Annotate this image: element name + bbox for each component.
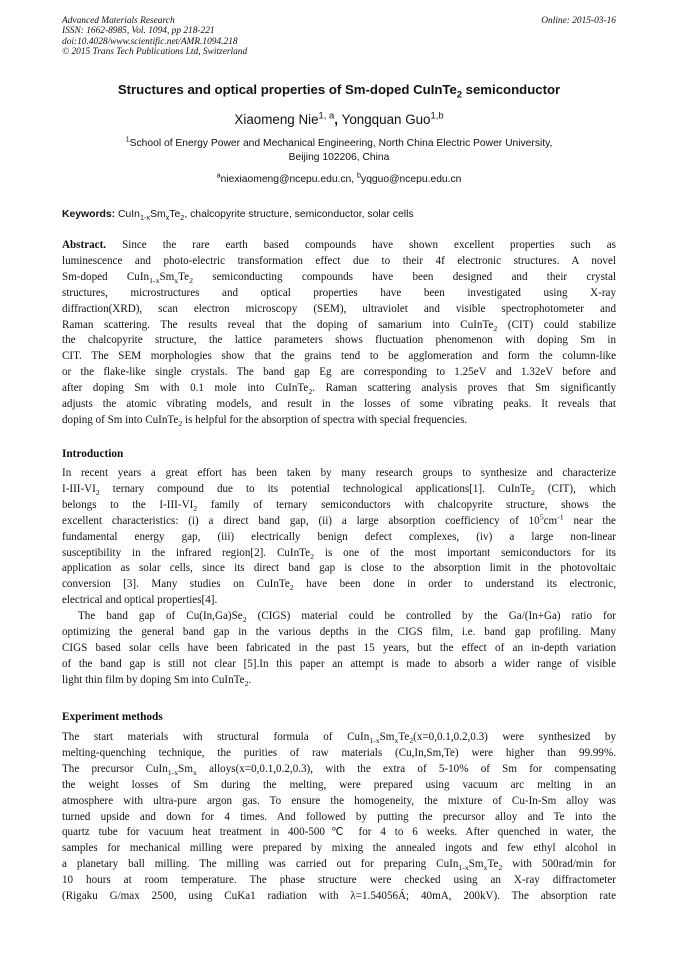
keywords-label: Keywords: [62,209,116,220]
copyright-line: © 2015 Trans Tech Publications Ltd, Switzerland [62,47,248,58]
author-name: Yongquan Guo [341,112,431,127]
email-link[interactable]: niexiaomeng@ncepu.edu.cn [220,174,352,185]
email-link[interactable]: yqguo@ncepu.edu.cn [361,174,462,185]
doi-line: doi:10.4028/www.scientific.net/AMR.1094.218 [62,36,238,47]
author-name: Xiaomeng Nie [234,112,319,127]
online-date: Online: 2015-03-16 [541,16,616,26]
journal-name: Advanced Materials Research [62,16,175,26]
methods-body: The start materials with structural formula of $CuIn_{1-x}Sm_xTe_2(x=0,0.1,0.2,0.3)$ were synthesized by melting-quenching technique, the purities of raw materials (Cu,In,Sm,Te) were higher than 99.99%. The precursor $CuIn_{1-x}Sm_x$ alloys(x=0,0.1,0.2,0.3), with the extra of 5-10% of Sm for compensating the weight losses of Sm during the melting, were prepared using vacuum arc melting in an atmosphere with ultra-pure argon gas. To ensure the homogeneity, the mixture of Cu-In-Sm alloy was turned upside and down for 4 times. And followed by putting the precursor alloy and Te into the quartz tube for vacuum heat treatment in 400-500℃ for 4 to 6 weeks. After quenched in water, the samples for mechanical milling were prepared by mixing the annealed ingots and few ethyl alcohol in a planetary ball milling. The milling was carried out for preparing $CuIn_{1-x}Sm_xTe_2$ with 500rad/min for 10 hours at room temperature. The phase structure were checked using an X-ray diffractometer (Rigaku G/max 2500, using CuKa1 radiation with λ=1.54056Á; 40mA, 200kV). The absorption rate [62,731,617,903]
section-heading-introduction: Introduction [62,448,124,460]
keywords: Keywords: $CuIn_{1-x}Sm_xTe_2$, chalcopyrite structure, semiconductor, solar cells [62,209,414,223]
author-list: Xiaomeng Nie$^{1, a}$, Yongquan Guo$^{1,b}$ [234,110,444,127]
abstract: Abstract. Since the rare earth based compounds have shown excellent properties such as luminescence and photo-electric transformation effect due to their 4f electronic structures. A novel Sm-doped $CuIn_{1-x}Sm_xTe_2$ semiconducting compounds have been designed and their crystal structures, microstructures and optical properties have been investigated using X-ray diffraction(XRD), scan electron microscopy (SEM), ultraviolet and visible spectrophotometer and Raman scattering. The results reveal that the doping of samarium into CuInTe$_2$ (CIT) could stabilize the chalcopyrite structure, the lattice parameters shows fluctuation phenomenon with doping Sm in CIT. The SEM morphologies show that the grains tend to be agglomeration and form the column-like or the flake-like single crystals. The band gap Eg are corresponding to 1.25eV and 1.32eV before and after doping Sm with 0.1 mole into CuInTe$_2$. Raman scattering analysis proves that Sm significantly adjusts the atomic vibrating models, and result in the losses of some vibrating peaks. It reveals that doping of Sm into CuInTe$_2$ is helpful for the absorption of spectra with special frequencies. [62,239,616,429]
affiliation: $^1$School of Energy Power and Mechanical Engineering, North China Electric Power University, Beijing 102206, China [125,134,553,163]
running-header [62,16,616,58]
paper-title: Structures and optical properties of Sm-doped CuInTe$_2$ semiconductor [117,82,561,100]
abstract-label: Abstract. [62,239,107,251]
email-list: $^a$niexiaomeng@ncepu.edu.cn, $^b$yqguo@ncepu.edu.cn [216,170,462,185]
section-heading-methods: Experiment methods [62,711,163,723]
issn-line: ISSN: 1662-8985, Vol. 1094, pp 218-221 [62,26,215,37]
introduction-body: In recent years a great effort has been taken by many research groups to synthesize and characterize $I-III-VI_2$ ternary compound due to its potential technological applications[1]. CuInTe$_2$ (CIT), which belongs to the $I-III-VI_2$ family of ternary semiconductors with chalcopyrite structure, shows the excellent characteristics: (i) a direct band gap, (ii) a large absorption coefficiency of $10^5cm^{-1}$ near the fundamental energy gap, (iii) electrically benign defect complexes, (iv) a large non-linear susceptibility in the infrared region[2]. CuInTe$_2$ is one of the most important semiconductors for its application as solar cells, since its direct band gap is close to the absorption limit in the photovoltaic conversion [3]. Many studies on CuInTe$_2$ have been done in order to understand its electronic, electrical and optical properties[4]. The band gap of $Cu(In,Ga)Se_2$ (CIGS) material could be controlled by the Ga/(In+Ga) ratio for optimizing the general band gap in the various depths in the CIGS film, i.e. band gap profiling. Many CIGS based solar cells have been fabricated in the past 15 years, but the effect of an in-depth variation of the band gap is still not clear [5].In this paper an attempt is made to absorb a wider range of visible light thin film by doping Sm into CuInTe$_2$. [62,467,616,688]
